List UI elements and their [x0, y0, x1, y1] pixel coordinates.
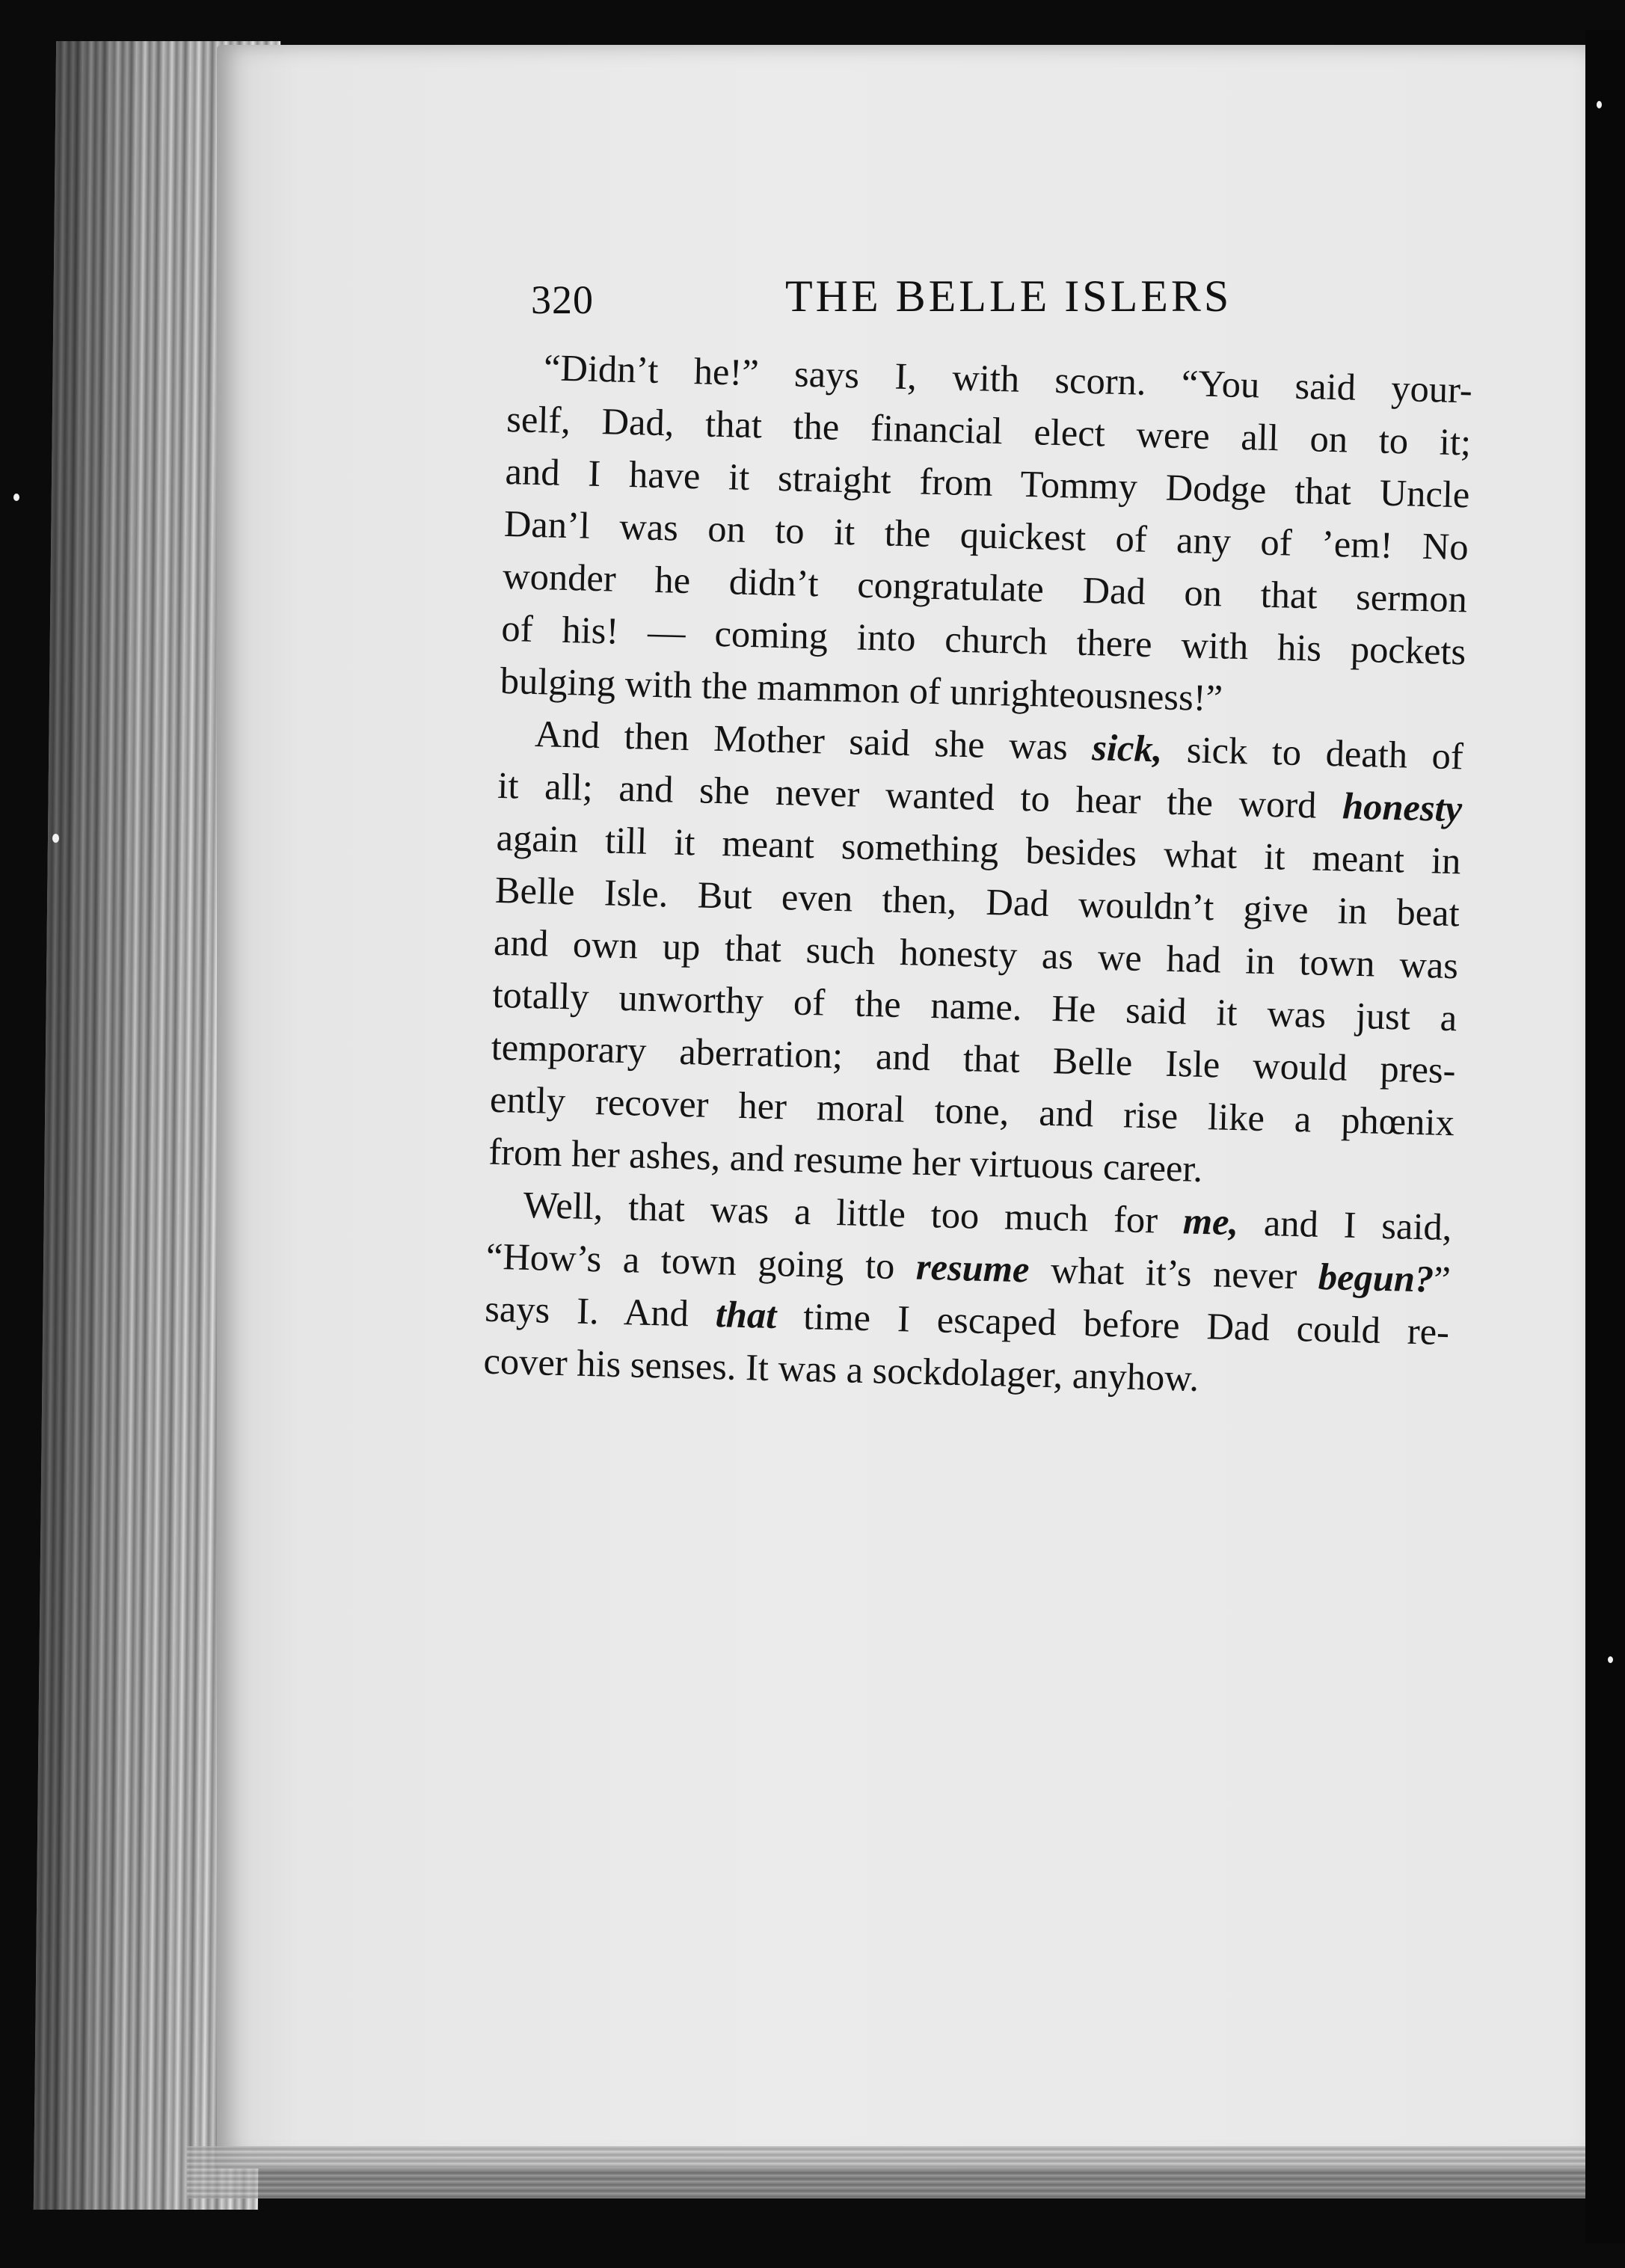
emphasis-word: sick,: [1091, 726, 1164, 770]
text-line: temporary aberration; and that Belle Isle would pres-: [491, 1025, 1457, 1092]
emphasis-word: me,: [1182, 1199, 1239, 1244]
text-line: and own up that such honesty as we had in town was: [493, 921, 1459, 987]
text-run: and I said,: [1238, 1201, 1453, 1249]
text-run: And then Mother said she was: [534, 713, 1093, 769]
text-line: cover his senses. It was a sockdolager, anyhow.: [482, 1339, 1199, 1399]
text-run: ”: [1433, 1258, 1452, 1301]
text-line: “Didn’t he!” says I, with scorn. “You said your-: [543, 346, 1473, 411]
text-line: and I have it straight from Tommy Dodge that Uncle: [505, 449, 1471, 516]
text-line: wonder he didn’t congratulate Dad on that sermon: [502, 554, 1468, 621]
emphasis-word: begun?: [1318, 1255, 1434, 1300]
right-edge-shadow: [1585, 30, 1625, 2243]
text-run: sick to death of: [1161, 728, 1464, 778]
text-line: self, Dad, that the financial elect were all on to it;: [506, 397, 1472, 464]
emphasis-word: resume: [915, 1245, 1030, 1291]
text-line: of his! — coming into church there with his pockets: [500, 606, 1466, 673]
body-text: [483, 340, 1473, 1410]
running-head: THE BELLE ISLERS: [785, 271, 1232, 321]
page-header: [531, 271, 1279, 338]
text-line: Belle Isle. But even then, Dad wouldn’t give in beat: [494, 868, 1460, 935]
page-bottom-edges: [187, 2146, 1593, 2198]
text-line: from her ashes, and resume her virtuous career.: [488, 1130, 1203, 1190]
text-run: “How’s a town going to: [485, 1235, 917, 1288]
text-run: it all; and she never wanted to hear the word: [497, 763, 1343, 827]
text-run: Well, that was a little too much for: [523, 1183, 1184, 1242]
page-number: 320: [531, 277, 594, 322]
text-run: time I escaped before Dad could re-: [775, 1294, 1450, 1353]
text-line: again till it meant something besides what it meant in: [496, 816, 1462, 882]
dust-speck: [13, 494, 19, 501]
text-run: what it’s never: [1028, 1248, 1319, 1297]
dust-speck: [1608, 1656, 1613, 1663]
text-run: says I. And: [484, 1287, 716, 1336]
dust-speck: [1597, 101, 1602, 108]
text-line: bulging with the mammon of unrighteousness!”: [500, 659, 1223, 719]
text-line: totally unworthy of the name. He said it was just a: [491, 973, 1457, 1039]
dust-speck: [52, 834, 59, 843]
emphasis-word: that: [715, 1293, 778, 1337]
text-line: ently recover her moral tone, and rise like a phœnix: [489, 1078, 1455, 1144]
text-line: Dan’l was on to it the quickest of any of ’em! No: [503, 502, 1469, 568]
emphasis-word: honesty: [1342, 784, 1463, 830]
